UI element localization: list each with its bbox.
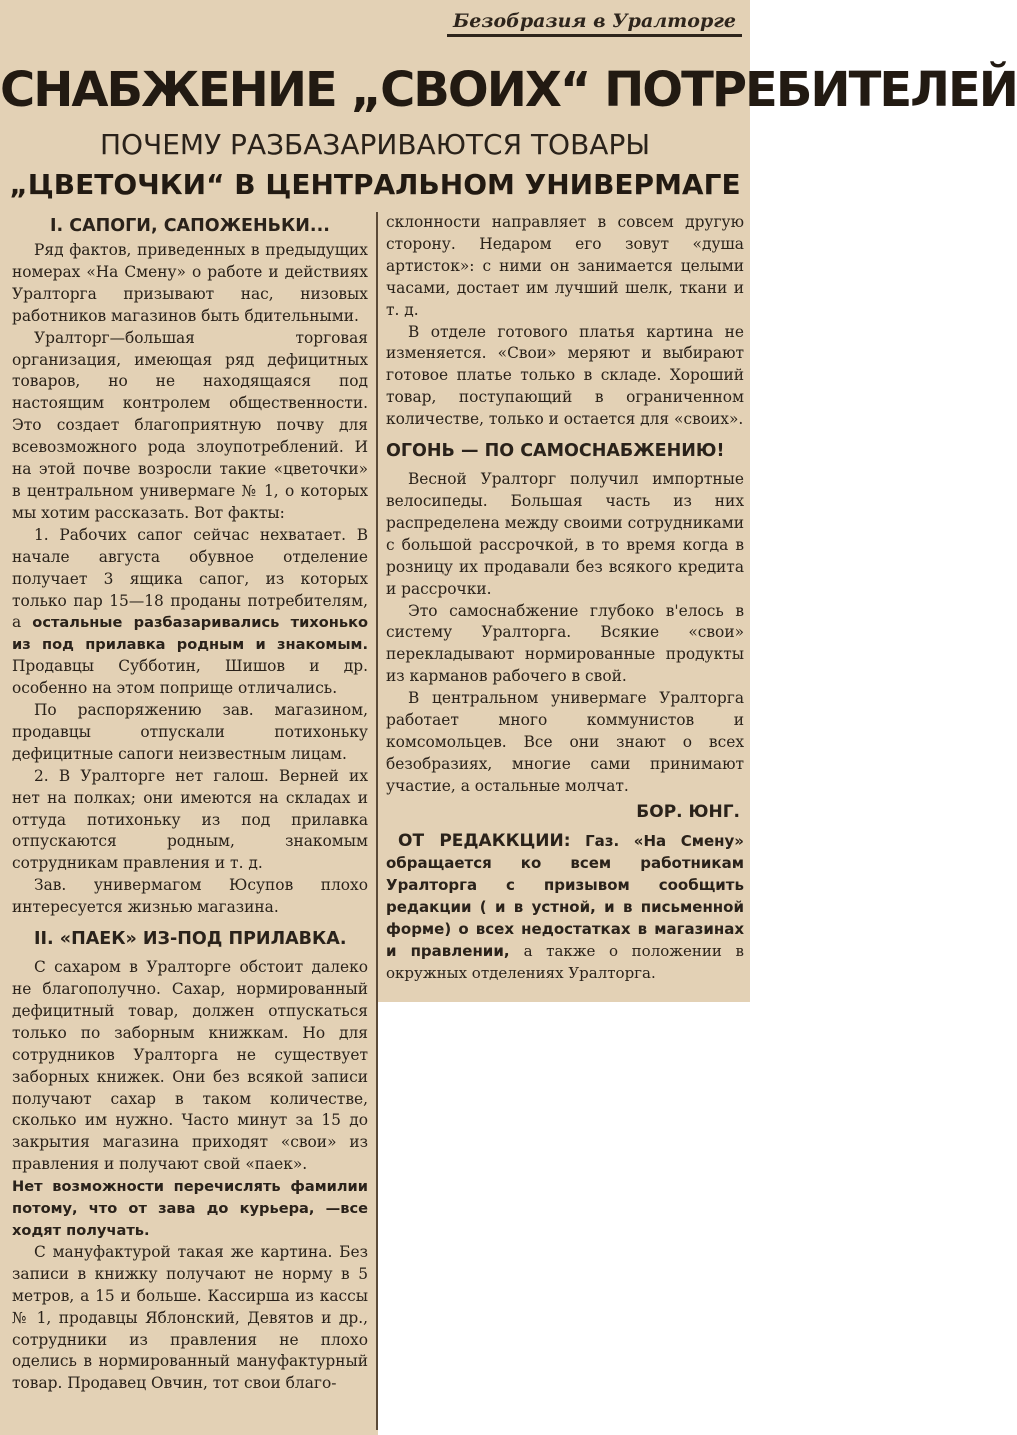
paragraph xyxy=(12,525,368,700)
paragraph-text: Продавцы Субботин, Шишов и др. особенно на этом поприще отличались. xyxy=(12,657,368,698)
paragraph-text: 1. Рабочих сапог сейчас нехватает. В начале августа обувное отделение получает 3 ящика сапог, из которых только пар 15—18 проданы потребителям, а xyxy=(12,525,368,632)
paragraph: 2. В Уралторге нет галош. Верней их нет на полках; они имеются на складах и оттуда потихоньку из под прилавка отпускаются родным, знакомым сотрудникам правления и т. д. xyxy=(12,766,368,873)
headline: СНАБЖЕНИЕ „СВОИХ“ ПОТРЕБИТЕЛЕЙ xyxy=(0,62,1017,118)
section-heading-2: II. «ПАЕК» ИЗ-ПОД ПРИЛАВКА. xyxy=(34,929,347,950)
subheadline: ПОЧЕМУ РАЗБАЗАРИВАЮТСЯ ТОВАРЫ xyxy=(99,128,651,161)
editorial-bold-text: Газ. «На Смену» обращается ко всем работникам Уралторга с призывом сообщить редакции ( и в устной, и в письменной форме) о всех недостатках в магазинах и правлении, xyxy=(386,831,744,960)
editorial-lead: ОТ РЕДАККЦИИ: xyxy=(398,830,571,851)
paragraph: С мануфактурой такая же картина. Без записи в книжку получают не норму в 5 метров, а 15 и больше. Кассирша из кассы № 1, продавцы Яблонский, Девятов и др., сотрудники из правления не плохо оделись в нормированный мануфактурный товар. Продавец Овчин, тот свои благо- xyxy=(12,1242,368,1393)
paragraph: Это самоснабжение глубоко в'елось в систему Уралторга. Всякие «свои» перекладывают нормированные продукты из карманов рабочего в свой. xyxy=(386,601,744,686)
paragraph: Ряд фактов, приведенных в предыдущих номерах «На Смену» о работе и действиях Уралторга призывают нас, низовых работников магазинов быть бдительными. xyxy=(12,241,368,325)
section-heading-1: I. САПОГИ, САПОЖЕНЬКИ... xyxy=(50,216,330,236)
paragraph: По распоряжению зав. магазином, продавцы отпускали потихоньку дефицитные сапоги неизвестным лицам. xyxy=(12,701,368,763)
bold-text: остальные разбазаривались тихонько из под прилавка родным и знакомым. xyxy=(12,614,368,654)
rubric: Безобразия в Уралторге xyxy=(447,10,742,37)
paragraph: Уралторг—большая торговая организация, имеющая ряд дефицитных товаров, но не находящаяся под настоящим контролем общественности. Это создает благоприятную почву для всевозможного рода злоупотреблений. И на этой почве возросли такие «цветочки» в центральном универмаге № 1, о которых мы хотим рассказать. Вот факты: xyxy=(12,328,368,522)
subheadline-2: „ЦВЕТОЧКИ“ В ЦЕНТРАЛЬНОМ УНИВЕРМАГЕ xyxy=(9,168,741,201)
paragraph: В отделе готового платья картина не изменяется. «Свои» меряют и выбирают готовое платье только в складе. Хороший товар, поступающий в ограниченном количестве, только и остается для «своих». xyxy=(386,322,744,429)
paragraph: склонности направляет в совсем другую сторону. Недаром его зовут «душа артисток»: с ними он занимается целыми часами, достает им лучший шелк, ткани и т. д. xyxy=(386,213,744,319)
column-divider xyxy=(376,212,378,1430)
bold-paragraph: Нет возможности перечислять фамилии потому, что от зава до курьера, —все ходят получать. xyxy=(12,1178,368,1239)
section-heading-3: ОГОНЬ — ПО САМОСНАБЖЕНИЮ! xyxy=(386,441,725,462)
left-column xyxy=(12,212,368,1395)
paragraph: Зав. универмагом Юсупов плохо интересуется жизнью магазина. xyxy=(12,876,368,917)
editorial-note xyxy=(386,830,744,984)
signature: БОР. ЮНГ. xyxy=(636,801,740,822)
editorial-tail: а также о положении в окружных отделениях Уралторга. xyxy=(386,941,744,982)
paragraph: С сахаром в Уралторге обстоит далеко не благополучно. Сахар, нормированный дефицитный товар, должен отпускаться только по заборным книжкам. Но для сотрудников Уралторга не существует заборных книжек. Они без всякой записи получают сахар в таком количестве, сколько им нужно. Часто минут за 15 до закрытия магазина приходят «свои» из правления и получают свой «паек». xyxy=(12,958,368,1174)
paragraph: Весной Уралторг получил импортные велосипеды. Большая часть из них распределена между своими сотрудниками с большой рассрочкой, в то время когда в розницу их продавали без всякого кредита и рассрочки. xyxy=(386,470,744,598)
paragraph: В центральном универмаге Уралторга работает много коммунистов и комсомольцев. Все они знают о всех безобразиях, многие сами принимают участие, а остальные молчат. xyxy=(386,689,744,795)
right-column xyxy=(386,212,744,984)
